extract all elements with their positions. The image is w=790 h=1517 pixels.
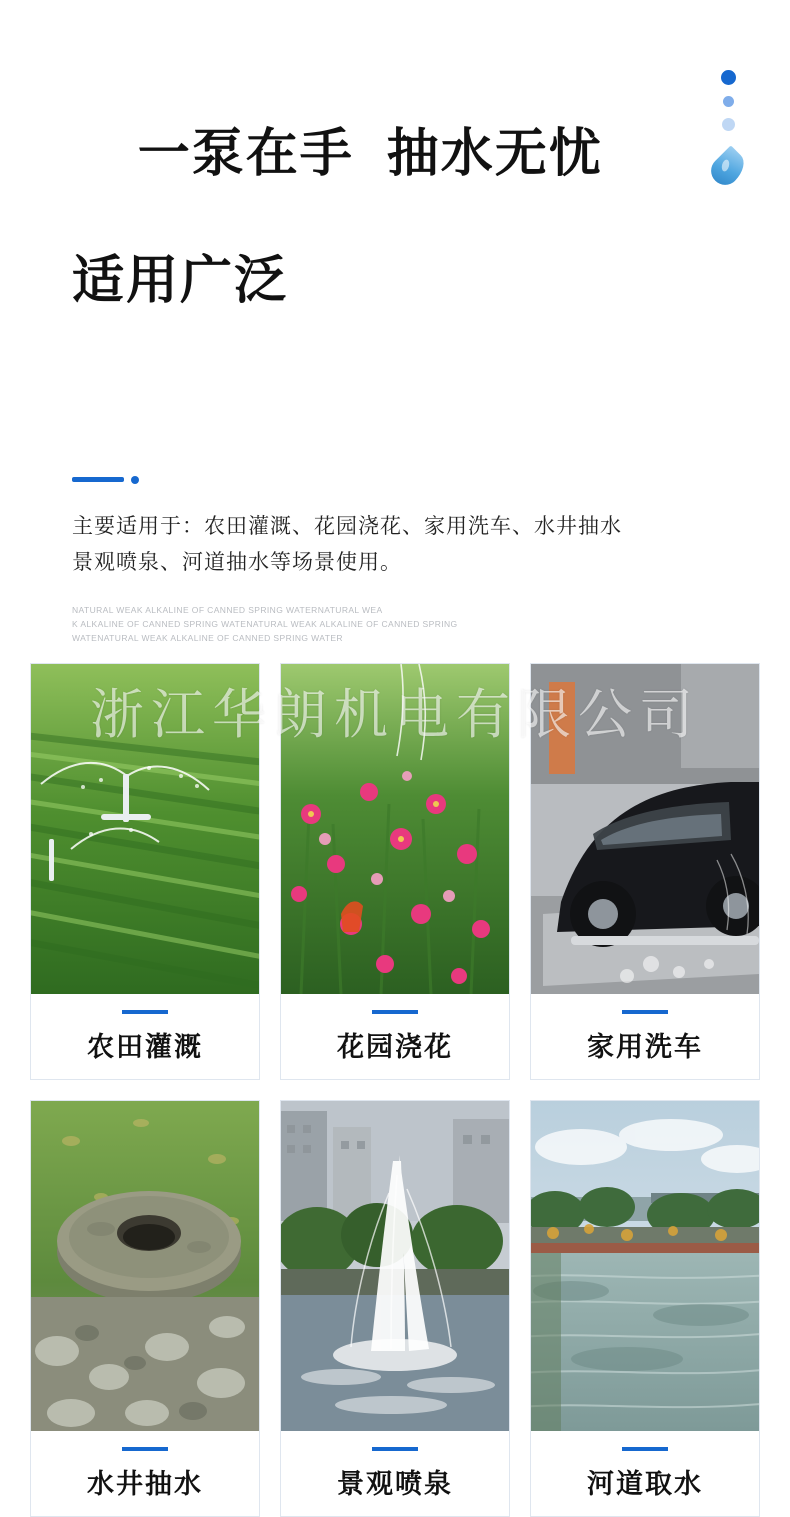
subtitle-line-1: 主要适用于：农田灌溉、花园浇花、家用洗车、水井抽水 [72, 514, 622, 538]
scene-label-text: 河道取水 [587, 1468, 703, 1499]
scene-card-grid [30, 663, 760, 1517]
headline-line-1: 一泵在手 抽水无忧 [137, 125, 603, 184]
scene-label-text: 水井抽水 [87, 1468, 203, 1499]
well-pumping-image [31, 1101, 259, 1431]
scene-card-label [531, 1431, 759, 1516]
scene-card-label [31, 994, 259, 1079]
farm-irrigation-image [31, 664, 259, 994]
scene-card[interactable] [30, 1100, 260, 1517]
label-tick [122, 1447, 168, 1451]
decoration-dots-droplet [708, 70, 748, 186]
dot-large-icon [721, 70, 736, 85]
title-divider [72, 475, 750, 485]
label-tick [622, 1447, 668, 1451]
scene-card-label [531, 994, 759, 1079]
scene-card-label [281, 994, 509, 1079]
scene-card[interactable] [530, 663, 760, 1080]
scene-card[interactable] [280, 1100, 510, 1517]
company-watermark: 浙江华朗机电有限公司 [90, 685, 700, 745]
label-tick [622, 1010, 668, 1014]
scene-card[interactable] [30, 663, 260, 1080]
fountain-image [281, 1101, 509, 1431]
english-caption [72, 604, 750, 645]
label-tick [122, 1010, 168, 1014]
scene-card-label [281, 1431, 509, 1516]
scene-label-text: 家用洗车 [587, 1031, 703, 1062]
divider-dot-icon [131, 476, 139, 484]
english-line-1: NATURAL WEAK ALKALINE OF CANNED SPRING WATERNATURAL WEA [72, 605, 383, 616]
scene-card[interactable] [530, 1100, 760, 1517]
english-line-2: K ALKALINE OF CANNED SPRING WATENATURAL WEAK ALKALINE OF CANNED SPRING [72, 618, 458, 629]
scene-label-text: 景观喷泉 [337, 1468, 453, 1499]
divider-bar [72, 477, 124, 482]
car-washing-image [531, 664, 759, 994]
garden-watering-image [281, 664, 509, 994]
page-title [72, 60, 750, 441]
scene-label-text: 农田灌溉 [87, 1031, 203, 1062]
headline-line-2: 适用广泛 [72, 252, 289, 311]
dot-small-icon [722, 118, 735, 131]
water-droplet-icon [705, 145, 750, 190]
dot-medium-icon [723, 96, 734, 107]
label-tick [372, 1447, 418, 1451]
river-water-image [531, 1101, 759, 1431]
subtitle [72, 509, 750, 583]
scene-label-text: 花园浇花 [337, 1031, 453, 1062]
header [0, 0, 790, 645]
english-line-3: WATENATURAL WEAK ALKALINE OF CANNED SPRING WATER [72, 632, 343, 643]
scene-card[interactable] [280, 663, 510, 1080]
scene-card-label [31, 1431, 259, 1516]
subtitle-line-2: 景观喷泉、河道抽水等场景使用。 [72, 551, 402, 575]
label-tick [372, 1010, 418, 1014]
